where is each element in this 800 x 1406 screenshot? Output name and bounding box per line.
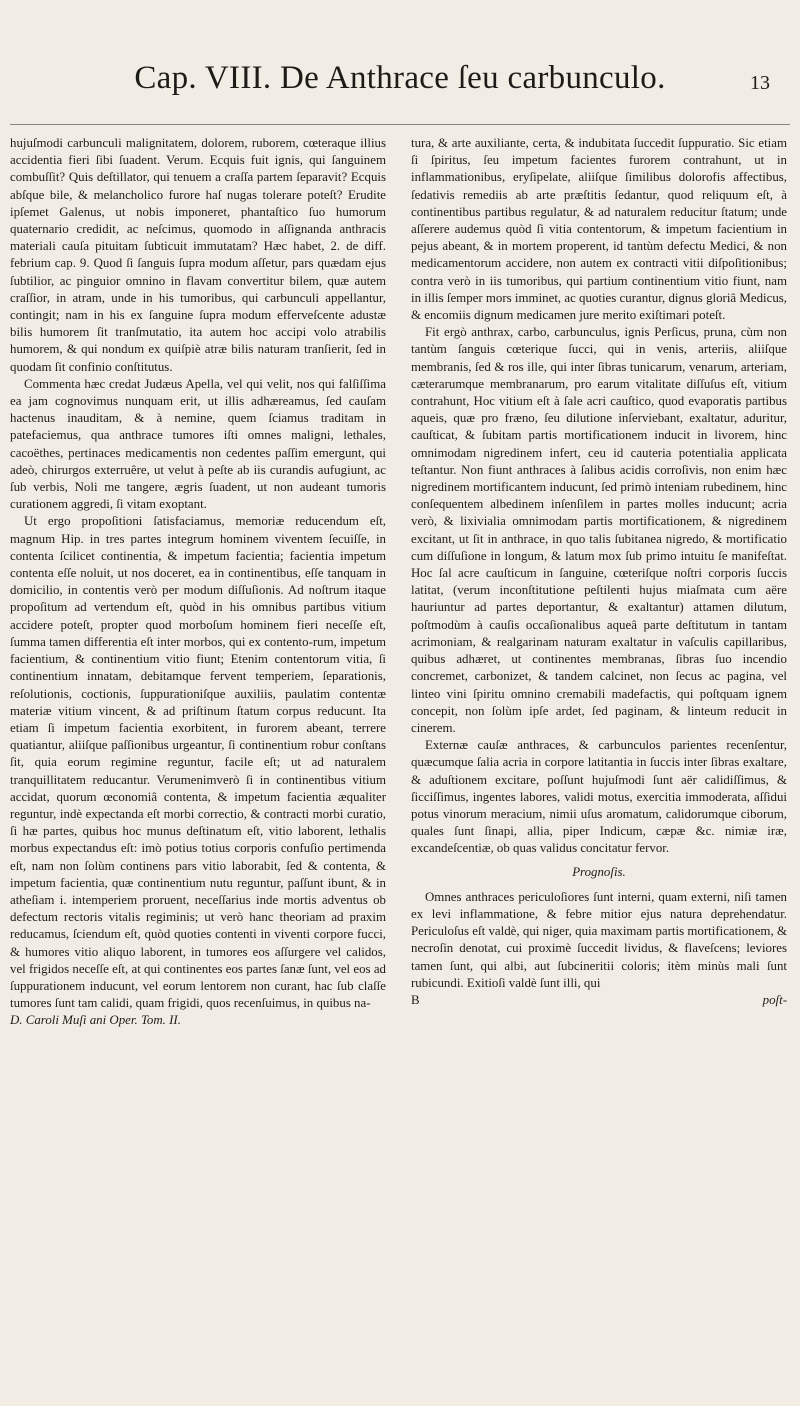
left-paragraph: Commenta hæc credat Judæus Apella, vel qui velit, nos qui falſiſſima ea jam cognovimus nunquam erit, ut illis adhæreamus, ſed cauſam hactenus inauditam, & à nemine, quem ſciamus traditam in patefaciemus, qua anthrace tumores iſti omnes maligni, lethales, cacoëthes, pertinaces medicamentis non cedentes paſſim emergunt, qui adeò, chirurgos exterruêre, ut velut à peſte ab iis curandis aufugiunt, ac ſub verbis, Noli me tangere, ægris ſuadent, ut non audeant tumoris curationem aggredi, ſi vitam exoptant. — [10, 376, 386, 512]
catchword: poſt- — [762, 992, 787, 1007]
header-rule — [10, 124, 790, 125]
footer-volume-note: D. Caroli Muſi ani Oper. Tom. II. — [10, 1013, 181, 1028]
left-footer — [10, 1012, 386, 1029]
right-paragraph: tura, & arte auxiliante, certa, & indubitata ſuccedit ſuppuratio. Sic etiam ſi ſpiritus, ſeu impetum facientes furorem contrahunt, ut in inflammationibus, eryſipelate, aliiſque ſimilibus dolorofis affectibus, ſedativis remediis ab arte præſtitis ſedantur, quod reliquum eſt, à continentibus partibus regulatur, & ad naturalem reducitur ſtatum; unde aſſerere audemus quòd ſi vitia contentorum, & impetum facientium in pejus abeant, & in mortem properent, id tantùm defectu Medici, & non medicamentorum accidere, non autem ex contracti vitii diſpoſitionibus; contra verò in iis tumoribus, qui partium continentium vitio fiunt, nam in illis ſemper mors imminet, ac quoties curantur, dignus gloriâ Medicus, & encomiis dignum medicamen jure merito exiſtimari poteſt. — [411, 136, 787, 323]
right-footer — [411, 992, 787, 1009]
section-subheading — [411, 864, 787, 881]
right-paragraph: Fit ergò anthrax, carbo, carbunculus, ignis Perſicus, pruna, cùm non tantùm ſanguis cœterique ſucci, qui in venis, arteriis, aliiſque membranis, ſed & ros ille, qui inter ſibras tunicarum, venarum, arteriam, cæterarumque membranarum, pro earum vitalitate diſſuſus eſt, vitium contrahunt, Hoc vitium eſt à ſale acri cauſtico, quod evaporatis partibus aqueis, quæ pro fræno, ſeu dilutione inſerviebant, exaltatur, aduritur, cauſticat, & ſubitam partis mortificationem inducit in livorem, hinc omnimodam nigredinem infert, ceu id cauteria potentialia applicata teſtantur. Non fiunt anthraces à ſalibus acidis corroſivis, non enim hæc nigredinem mortificantem inducunt, ſed primò inteniam rubedinem, hinc conſequentem albedinem inſenſilem in partes molles inducunt; acria verò, & lixivialia omnimodam partis mortificationem, & nigredinem excitant, ut ſit in anthrace, in quo talis ſubitanea nigredo, & mortificatio cum diſſuſione in longum, & latum mox ſub primo intuitu ſe manifeſtat. Hoc ſal acre cauſticum in ſanguine, cœteriſque noſtri corporis ſuccis latitat, (verum inconſtitutione peſtilenti hujus miaſmata cum aëre hauriuntur ad partes deportantur, & exaltantur) attamen dilutum, poſtmodùm à cauſis occaſionalibus aqueâ parte deſtitutum in tantam acrimoniam, & realgarinam naturam exaltatur in vaſculis capillaribus, quibus adhæret, ut continentes membranas, ſibras ſuo incendio concremet, carbonizet, & tandem calcinet, non ſecus ac pagina, vel linteo vini ſpiritu omnino cremabili madefactis, qui poſtquam ignem concepit, non ſolùm ipſe ardet, ſed paginam, & linteum reducit in cinerem. — [411, 325, 787, 735]
subheading-text: Prognoſis. — [572, 864, 626, 879]
signature-mark: B — [411, 992, 420, 1007]
left-paragraph: Ut ergo propoſitioni ſatisfaciamus, memoriæ reducendum eſt, magnum Hip. in tres partes integrum hominem viventem ſecuiſſe, in contenta ſcilicet continentia, & impetum facientia; facientia impetum contenta eſſe noluit, ut nos doceret, ea in continentibus, eſſe tanquam in domicilio, in contentis verò per modum diſſuſionis. Ad noſtrum itaque propoſitum ad vertendum eſt, quòd in his omnibus partibus vitium accidere poteſt, propter quod morboſum hominem fieri neceſſe eſt, ſumma tamen differentia eſt inter morbos, qui ex contento-rum, impetum facientium, & continentium vitio fiunt; Etenim contentorum vitia, ſi continentium innatam, debitamque fervent temperiem, ſeparationis, reſolutionis, coctionis, ſuppurationiſque auxiliis, paulatim contentæ materiæ vitium vincent, & ad priſtinum ſtatum corpus reducunt. Ita etiam ſi impetum facientia exorbitent, in furorem abeant, terrere quatiantur, aliiſque paſſionibus urgeantur, ſi continentium robur conſtans ſit, quia eorum regimine reguntur, facile eſt; ut ad naturalem tranquillitatem reducantur. Verumenimverò ſi in continentibus vitium accidat, quorum œconomiâ contenta, & impetum facientia æqualiter reguntur, indè expectanda eſt morbi correctio, & contracti morbi curatio, ſi hæ partes, quibus hoc munus deſtinatum eſt, vitio laborent, lethalis morbus expectandus eſt: imò potius totius corporis confuſio pertimenda eſt, nam non ſolùm continens pars vitio laborabit, ſed & contenta, & impetum facientia, quæ continentium nutu reguntur, paſſunt ibunt, & in atheſiam i. intemperiem proruent, neceſſarius inde mortis adventus ob defectum rectoris vitalis regiminis; ut verò hanc theoriam ad praxim reducamus, ſciendum eſt, quòd quoties contenti in viventi corpore fucci, & humores vitio aliquo laborent, in tumores eos aſſurgere vel calidos, vel frigidos neceſſe eſt, at qui continentes eos partes ſanæ ſunt, vel eos ad ſuppurationem inducunt, vel eorum lentorem non curant, hac ſub claſſe tumores ſunt tam calidi, quam frigidi, quos recenſuimus, in quibus na- — [10, 514, 386, 1011]
page-header — [0, 60, 800, 120]
right-paragraph: Omnes anthraces periculoſiores ſunt interni, quam externi, niſi tamen ex levi inflammatione, & febre mitior ejus natura deprehendatur. Periculoſus eſt valdè, qui niger, quia maximam partis mortificationem, & necroſin denotat, cui proximè ſuccedit lividus, & flaveſcens; leviores tamen ſunt, qui albi, aut ſubcineritii coloris; itèm minùs mali ſunt rubicundi. Exitioſi valdè ſunt illi, qui — [411, 889, 787, 990]
page-number: 13 — [750, 72, 770, 94]
left-paragraph: hujuſmodi carbunculi malignitatem, dolorem, ruborem, cœteraque illius accidentia fieri ſibi ſuadent. Verum. Ecquis fuit ignis, qui ſanguinem combuſſit? Quis deſtillator, qui tenuem a craſſa partem ſeparavit? Ecquis abſque bile, & melancholico furore haſ nugas tolerare poteſt? Erudite ipſemet Galenus, ut nobis imponeret, phantaſtico ſuo humorum quaternario credidit, ac neſcimus, quomodo in aſſignanda anthracis materiali cauſa pituitam ſubticuit immutatam? Hæc habet, 2. de diff. febrium cap. 9. Quod ſi ſanguis ſupra modum aſſetur, pars quædam ejus ſubtilior, ac pinguior omnino in flavam convertitur bilem, quæ autem craſſior, in atram, unde in his tumoribus, qui carbunculi appellantur, contingit; nam in his ex ſanguine ſupra modum efferveſcente adustæ bilis humorem ſit tranſmutatio, ita autem hoc accipi volo atrabilis humorem, & qui nondum ex quiſpiè atræ bilis naturam tranſierit, ſed in quodam ſit confinio conſtitutus. — [10, 136, 386, 374]
right-paragraph: Externæ cauſæ anthraces, & carbunculos parientes recenſentur, quæcumque ſalia acria in corpore latitantia in ſuccis inter ſibras exaltare, & aduſtionem excitare, poſſunt hujuſmodi ſunt aër calidiſſimus, & ſicciſſimus, ingentes labores, validi motus, exercitia immoderata, aſſidui potus vinorum meracium, nimii uſus aromatum, calidorumque ciborum, quales ſunt ſinapi, allia, piper Indicum, cæpæ &c. nimiæ iræ, excandeſcentiæ, ob quas validus concitatur fervor. — [411, 738, 787, 856]
chapter-title: Cap. VIII. De Anthrace ſeu carbunculo. — [134, 60, 666, 96]
left-column — [10, 135, 386, 1030]
right-column — [411, 135, 787, 1009]
